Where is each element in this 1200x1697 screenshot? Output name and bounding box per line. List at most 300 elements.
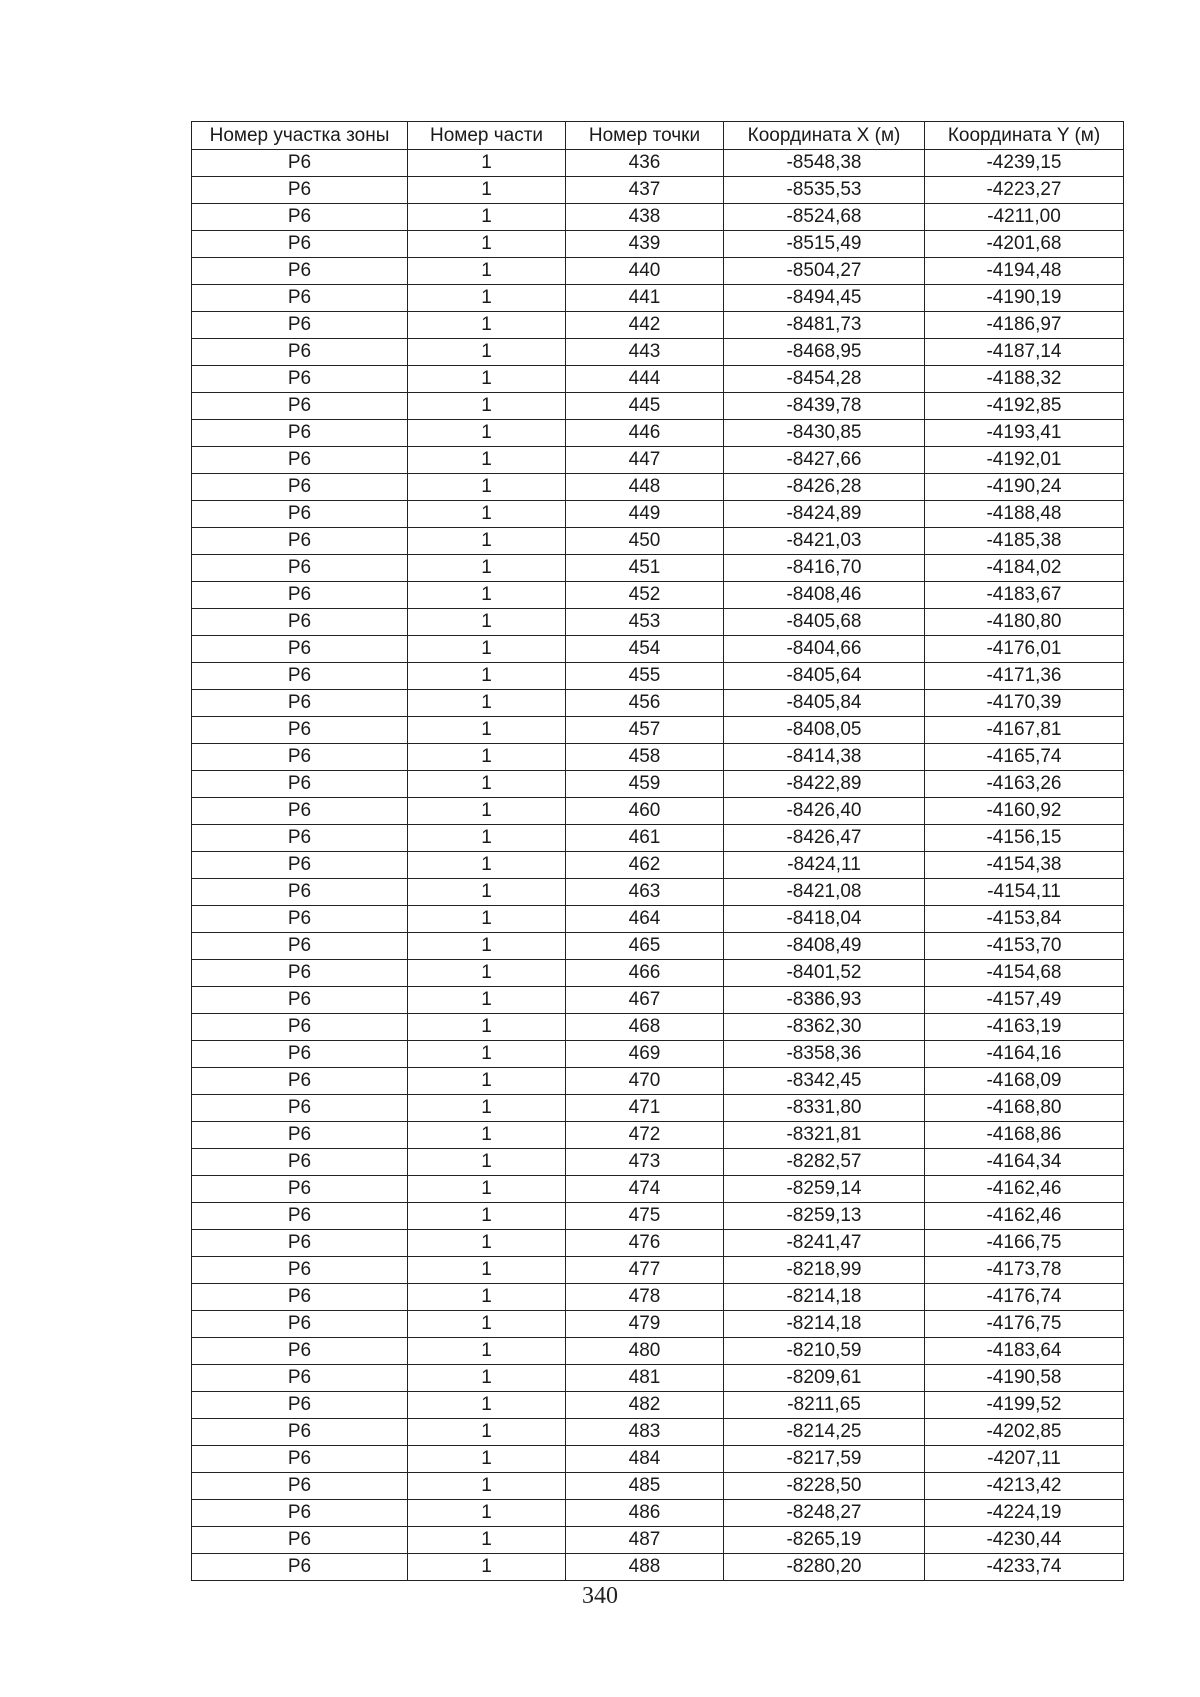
zone-section-cell: Р6 (192, 1095, 408, 1122)
coordinate-y-cell: -4230,44 (925, 1527, 1124, 1554)
table-row (192, 474, 1124, 501)
coordinate-x-cell: -8430,85 (724, 420, 925, 447)
zone-section-cell: Р6 (192, 258, 408, 285)
zone-section-cell: Р6 (192, 555, 408, 582)
point-number-cell: 456 (566, 690, 724, 717)
point-number-cell: 448 (566, 474, 724, 501)
coordinate-y-cell: -4167,81 (925, 717, 1124, 744)
zone-section-cell: Р6 (192, 420, 408, 447)
coordinate-y-cell: -4162,46 (925, 1176, 1124, 1203)
part-number-cell: 1 (408, 636, 566, 663)
part-number-cell: 1 (408, 1068, 566, 1095)
table-row (192, 1500, 1124, 1527)
point-number-cell: 466 (566, 960, 724, 987)
zone-section-cell: Р6 (192, 1500, 408, 1527)
coordinate-x-cell: -8418,04 (724, 906, 925, 933)
zone-section-cell: Р6 (192, 528, 408, 555)
table-row (192, 798, 1124, 825)
zone-section-cell: Р6 (192, 474, 408, 501)
zone-section-cell: Р6 (192, 771, 408, 798)
coordinate-y-cell: -4190,58 (925, 1365, 1124, 1392)
coordinate-x-cell: -8404,66 (724, 636, 925, 663)
part-number-cell: 1 (408, 204, 566, 231)
table-row (192, 177, 1124, 204)
zone-section-cell: Р6 (192, 150, 408, 177)
point-number-cell: 437 (566, 177, 724, 204)
table-row (192, 1176, 1124, 1203)
part-number-cell: 1 (408, 1176, 566, 1203)
table-row (192, 1338, 1124, 1365)
table-row (192, 933, 1124, 960)
part-number-cell: 1 (408, 879, 566, 906)
zone-section-cell: Р6 (192, 717, 408, 744)
point-number-cell: 469 (566, 1041, 724, 1068)
table-header (192, 122, 1124, 150)
coordinate-x-cell: -8386,93 (724, 987, 925, 1014)
table-row (192, 1014, 1124, 1041)
coordinate-y-cell: -4184,02 (925, 555, 1124, 582)
table-row (192, 231, 1124, 258)
point-number-cell: 461 (566, 825, 724, 852)
coordinate-x-cell: -8405,84 (724, 690, 925, 717)
point-number-cell: 442 (566, 312, 724, 339)
table-row (192, 366, 1124, 393)
table-row (192, 582, 1124, 609)
table-row (192, 717, 1124, 744)
point-number-cell: 462 (566, 852, 724, 879)
table-row (192, 258, 1124, 285)
coordinate-y-cell: -4186,97 (925, 312, 1124, 339)
point-number-cell: 473 (566, 1149, 724, 1176)
point-number-cell: 453 (566, 609, 724, 636)
table-row (192, 663, 1124, 690)
coordinate-x-cell: -8424,11 (724, 852, 925, 879)
part-number-cell: 1 (408, 771, 566, 798)
coordinate-x-cell: -8265,19 (724, 1527, 925, 1554)
coordinate-y-cell: -4168,09 (925, 1068, 1124, 1095)
table-row (192, 1068, 1124, 1095)
header-point-number: Номер точки (566, 122, 724, 150)
coordinate-x-cell: -8408,49 (724, 933, 925, 960)
part-number-cell: 1 (408, 447, 566, 474)
table-row (192, 1446, 1124, 1473)
coordinate-x-cell: -8535,53 (724, 177, 925, 204)
coordinate-x-cell: -8408,46 (724, 582, 925, 609)
zone-section-cell: Р6 (192, 1257, 408, 1284)
coordinate-x-cell: -8426,47 (724, 825, 925, 852)
zone-section-cell: Р6 (192, 1041, 408, 1068)
point-number-cell: 455 (566, 663, 724, 690)
table-row (192, 1473, 1124, 1500)
table-row (192, 1284, 1124, 1311)
part-number-cell: 1 (408, 420, 566, 447)
coordinate-x-cell: -8241,47 (724, 1230, 925, 1257)
zone-section-cell: Р6 (192, 879, 408, 906)
coordinate-y-cell: -4239,15 (925, 150, 1124, 177)
coordinate-y-cell: -4190,19 (925, 285, 1124, 312)
point-number-cell: 471 (566, 1095, 724, 1122)
coordinate-y-cell: -4160,92 (925, 798, 1124, 825)
point-number-cell: 450 (566, 528, 724, 555)
part-number-cell: 1 (408, 1473, 566, 1500)
table-row (192, 960, 1124, 987)
table-row (192, 744, 1124, 771)
coordinate-x-cell: -8494,45 (724, 285, 925, 312)
table-row (192, 204, 1124, 231)
zone-section-cell: Р6 (192, 312, 408, 339)
coordinate-y-cell: -4183,67 (925, 582, 1124, 609)
part-number-cell: 1 (408, 150, 566, 177)
coordinate-x-cell: -8211,65 (724, 1392, 925, 1419)
coordinate-y-cell: -4192,01 (925, 447, 1124, 474)
coordinate-x-cell: -8468,95 (724, 339, 925, 366)
coordinate-y-cell: -4223,27 (925, 177, 1124, 204)
coordinate-y-cell: -4194,48 (925, 258, 1124, 285)
part-number-cell: 1 (408, 933, 566, 960)
table-row (192, 1365, 1124, 1392)
coordinate-y-cell: -4201,68 (925, 231, 1124, 258)
coordinate-y-cell: -4211,00 (925, 204, 1124, 231)
part-number-cell: 1 (408, 258, 566, 285)
part-number-cell: 1 (408, 1284, 566, 1311)
part-number-cell: 1 (408, 1311, 566, 1338)
table-row (192, 987, 1124, 1014)
coordinate-x-cell: -8426,40 (724, 798, 925, 825)
coordinate-x-cell: -8248,27 (724, 1500, 925, 1527)
point-number-cell: 441 (566, 285, 724, 312)
zone-section-cell: Р6 (192, 339, 408, 366)
part-number-cell: 1 (408, 231, 566, 258)
point-number-cell: 458 (566, 744, 724, 771)
zone-section-cell: Р6 (192, 1446, 408, 1473)
part-number-cell: 1 (408, 852, 566, 879)
part-number-cell: 1 (408, 690, 566, 717)
zone-section-cell: Р6 (192, 960, 408, 987)
point-number-cell: 452 (566, 582, 724, 609)
coordinate-x-cell: -8259,13 (724, 1203, 925, 1230)
zone-section-cell: Р6 (192, 933, 408, 960)
zone-section-cell: Р6 (192, 852, 408, 879)
coordinate-x-cell: -8481,73 (724, 312, 925, 339)
part-number-cell: 1 (408, 1203, 566, 1230)
coordinate-x-cell: -8515,49 (724, 231, 925, 258)
zone-section-cell: Р6 (192, 1311, 408, 1338)
zone-section-cell: Р6 (192, 582, 408, 609)
coordinate-x-cell: -8416,70 (724, 555, 925, 582)
part-number-cell: 1 (408, 1095, 566, 1122)
zone-section-cell: Р6 (192, 798, 408, 825)
point-number-cell: 480 (566, 1338, 724, 1365)
coordinate-x-cell: -8427,66 (724, 447, 925, 474)
header-coordinate-x: Координата X (м) (724, 122, 925, 150)
part-number-cell: 1 (408, 1338, 566, 1365)
coordinate-y-cell: -4154,68 (925, 960, 1124, 987)
zone-section-cell: Р6 (192, 1554, 408, 1581)
point-number-cell: 484 (566, 1446, 724, 1473)
table-row (192, 1311, 1124, 1338)
coordinate-y-cell: -4180,80 (925, 609, 1124, 636)
zone-section-cell: Р6 (192, 663, 408, 690)
table-row (192, 1554, 1124, 1581)
coordinate-x-cell: -8214,18 (724, 1284, 925, 1311)
zone-section-cell: Р6 (192, 690, 408, 717)
table-row (192, 285, 1124, 312)
header-coordinate-y: Координата Y (м) (925, 122, 1124, 150)
table-row (192, 1122, 1124, 1149)
part-number-cell: 1 (408, 1149, 566, 1176)
coordinate-y-cell: -4154,11 (925, 879, 1124, 906)
coordinate-y-cell: -4202,85 (925, 1419, 1124, 1446)
part-number-cell: 1 (408, 798, 566, 825)
part-number-cell: 1 (408, 555, 566, 582)
table-row (192, 771, 1124, 798)
coordinate-y-cell: -4163,26 (925, 771, 1124, 798)
table-row (192, 609, 1124, 636)
zone-section-cell: Р6 (192, 366, 408, 393)
part-number-cell: 1 (408, 339, 566, 366)
part-number-cell: 1 (408, 1392, 566, 1419)
coordinate-y-cell: -4176,74 (925, 1284, 1124, 1311)
coordinate-y-cell: -4183,64 (925, 1338, 1124, 1365)
point-number-cell: 454 (566, 636, 724, 663)
zone-section-cell: Р6 (192, 393, 408, 420)
table-row (192, 906, 1124, 933)
zone-section-cell: Р6 (192, 177, 408, 204)
coordinate-y-cell: -4162,46 (925, 1203, 1124, 1230)
coordinate-x-cell: -8331,80 (724, 1095, 925, 1122)
part-number-cell: 1 (408, 582, 566, 609)
zone-section-cell: Р6 (192, 285, 408, 312)
zone-section-cell: Р6 (192, 231, 408, 258)
part-number-cell: 1 (408, 393, 566, 420)
table-row (192, 1230, 1124, 1257)
table-row (192, 1527, 1124, 1554)
coordinate-y-cell: -4199,52 (925, 1392, 1124, 1419)
part-number-cell: 1 (408, 285, 566, 312)
coordinate-x-cell: -8214,18 (724, 1311, 925, 1338)
part-number-cell: 1 (408, 987, 566, 1014)
part-number-cell: 1 (408, 744, 566, 771)
point-number-cell: 479 (566, 1311, 724, 1338)
table-row (192, 393, 1124, 420)
coordinate-x-cell: -8454,28 (724, 366, 925, 393)
coordinate-y-cell: -4213,42 (925, 1473, 1124, 1500)
table-row (192, 690, 1124, 717)
part-number-cell: 1 (408, 474, 566, 501)
coordinate-y-cell: -4154,38 (925, 852, 1124, 879)
part-number-cell: 1 (408, 366, 566, 393)
coordinate-y-cell: -4153,84 (925, 906, 1124, 933)
point-number-cell: 478 (566, 1284, 724, 1311)
table-row (192, 1203, 1124, 1230)
part-number-cell: 1 (408, 312, 566, 339)
point-number-cell: 474 (566, 1176, 724, 1203)
part-number-cell: 1 (408, 609, 566, 636)
table-row (192, 501, 1124, 528)
coordinate-y-cell: -4192,85 (925, 393, 1124, 420)
point-number-cell: 476 (566, 1230, 724, 1257)
coordinate-x-cell: -8405,64 (724, 663, 925, 690)
zone-section-cell: Р6 (192, 1149, 408, 1176)
coordinates-table (191, 121, 1124, 1581)
point-number-cell: 467 (566, 987, 724, 1014)
table-row (192, 1257, 1124, 1284)
coordinate-x-cell: -8524,68 (724, 204, 925, 231)
point-number-cell: 459 (566, 771, 724, 798)
part-number-cell: 1 (408, 663, 566, 690)
table-row (192, 420, 1124, 447)
zone-section-cell: Р6 (192, 447, 408, 474)
coordinate-y-cell: -4188,32 (925, 366, 1124, 393)
zone-section-cell: Р6 (192, 1473, 408, 1500)
coordinate-x-cell: -8421,03 (724, 528, 925, 555)
header-zone-section: Номер участка зоны (192, 122, 408, 150)
point-number-cell: 438 (566, 204, 724, 231)
table-row (192, 1392, 1124, 1419)
point-number-cell: 443 (566, 339, 724, 366)
part-number-cell: 1 (408, 825, 566, 852)
table-row (192, 825, 1124, 852)
part-number-cell: 1 (408, 1014, 566, 1041)
coordinate-y-cell: -4153,70 (925, 933, 1124, 960)
point-number-cell: 444 (566, 366, 724, 393)
coordinate-y-cell: -4168,86 (925, 1122, 1124, 1149)
coordinate-x-cell: -8414,38 (724, 744, 925, 771)
table-row (192, 636, 1124, 663)
point-number-cell: 482 (566, 1392, 724, 1419)
zone-section-cell: Р6 (192, 1176, 408, 1203)
coordinate-x-cell: -8282,57 (724, 1149, 925, 1176)
coordinate-x-cell: -8439,78 (724, 393, 925, 420)
zone-section-cell: Р6 (192, 1338, 408, 1365)
coordinate-y-cell: -4166,75 (925, 1230, 1124, 1257)
coordinate-x-cell: -8548,38 (724, 150, 925, 177)
coordinate-x-cell: -8210,59 (724, 1338, 925, 1365)
part-number-cell: 1 (408, 906, 566, 933)
part-number-cell: 1 (408, 1041, 566, 1068)
part-number-cell: 1 (408, 501, 566, 528)
zone-section-cell: Р6 (192, 1203, 408, 1230)
coordinate-x-cell: -8321,81 (724, 1122, 925, 1149)
coordinate-x-cell: -8504,27 (724, 258, 925, 285)
header-part-number: Номер части (408, 122, 566, 150)
coordinate-x-cell: -8362,30 (724, 1014, 925, 1041)
zone-section-cell: Р6 (192, 906, 408, 933)
table-row (192, 852, 1124, 879)
table-row (192, 1095, 1124, 1122)
point-number-cell: 468 (566, 1014, 724, 1041)
coordinate-y-cell: -4185,38 (925, 528, 1124, 555)
table-row (192, 312, 1124, 339)
coordinate-y-cell: -4224,19 (925, 1500, 1124, 1527)
coordinate-x-cell: -8401,52 (724, 960, 925, 987)
point-number-cell: 465 (566, 933, 724, 960)
coordinate-y-cell: -4188,48 (925, 501, 1124, 528)
zone-section-cell: Р6 (192, 1068, 408, 1095)
coordinate-x-cell: -8217,59 (724, 1446, 925, 1473)
part-number-cell: 1 (408, 717, 566, 744)
point-number-cell: 470 (566, 1068, 724, 1095)
point-number-cell: 487 (566, 1527, 724, 1554)
coordinate-y-cell: -4176,01 (925, 636, 1124, 663)
coordinate-y-cell: -4173,78 (925, 1257, 1124, 1284)
part-number-cell: 1 (408, 1500, 566, 1527)
table-row (192, 150, 1124, 177)
coordinate-y-cell: -4190,24 (925, 474, 1124, 501)
part-number-cell: 1 (408, 177, 566, 204)
part-number-cell: 1 (408, 1230, 566, 1257)
zone-section-cell: Р6 (192, 501, 408, 528)
part-number-cell: 1 (408, 1257, 566, 1284)
point-number-cell: 485 (566, 1473, 724, 1500)
table-row (192, 555, 1124, 582)
coordinate-x-cell: -8426,28 (724, 474, 925, 501)
zone-section-cell: Р6 (192, 1392, 408, 1419)
zone-section-cell: Р6 (192, 825, 408, 852)
point-number-cell: 436 (566, 150, 724, 177)
point-number-cell: 475 (566, 1203, 724, 1230)
point-number-cell: 472 (566, 1122, 724, 1149)
coordinate-x-cell: -8209,61 (724, 1365, 925, 1392)
coordinate-y-cell: -4171,36 (925, 663, 1124, 690)
coordinate-x-cell: -8218,99 (724, 1257, 925, 1284)
coordinate-x-cell: -8358,36 (724, 1041, 925, 1068)
coordinate-y-cell: -4176,75 (925, 1311, 1124, 1338)
zone-section-cell: Р6 (192, 1122, 408, 1149)
zone-section-cell: Р6 (192, 1230, 408, 1257)
zone-section-cell: Р6 (192, 1284, 408, 1311)
table-row (192, 879, 1124, 906)
coordinate-y-cell: -4168,80 (925, 1095, 1124, 1122)
zone-section-cell: Р6 (192, 987, 408, 1014)
coordinate-x-cell: -8214,25 (724, 1419, 925, 1446)
table-row (192, 339, 1124, 366)
zone-section-cell: Р6 (192, 636, 408, 663)
point-number-cell: 439 (566, 231, 724, 258)
part-number-cell: 1 (408, 1446, 566, 1473)
page-number: 340 (582, 1583, 618, 1609)
coordinate-y-cell: -4207,11 (925, 1446, 1124, 1473)
part-number-cell: 1 (408, 528, 566, 555)
table-row (192, 1419, 1124, 1446)
coordinate-y-cell: -4157,49 (925, 987, 1124, 1014)
coordinate-x-cell: -8280,20 (724, 1554, 925, 1581)
coordinate-x-cell: -8405,68 (724, 609, 925, 636)
zone-section-cell: Р6 (192, 1365, 408, 1392)
point-number-cell: 488 (566, 1554, 724, 1581)
table-row (192, 1149, 1124, 1176)
coordinate-y-cell: -4165,74 (925, 744, 1124, 771)
part-number-cell: 1 (408, 960, 566, 987)
table-row (192, 528, 1124, 555)
point-number-cell: 460 (566, 798, 724, 825)
header-row (192, 122, 1124, 150)
coordinate-x-cell: -8342,45 (724, 1068, 925, 1095)
part-number-cell: 1 (408, 1122, 566, 1149)
table-row (192, 447, 1124, 474)
table-body (192, 150, 1124, 1581)
point-number-cell: 446 (566, 420, 724, 447)
point-number-cell: 464 (566, 906, 724, 933)
coordinate-x-cell: -8421,08 (724, 879, 925, 906)
zone-section-cell: Р6 (192, 1419, 408, 1446)
point-number-cell: 486 (566, 1500, 724, 1527)
coordinate-x-cell: -8424,89 (724, 501, 925, 528)
coordinate-y-cell: -4187,14 (925, 339, 1124, 366)
point-number-cell: 440 (566, 258, 724, 285)
coordinate-x-cell: -8228,50 (724, 1473, 925, 1500)
coordinate-y-cell: -4170,39 (925, 690, 1124, 717)
